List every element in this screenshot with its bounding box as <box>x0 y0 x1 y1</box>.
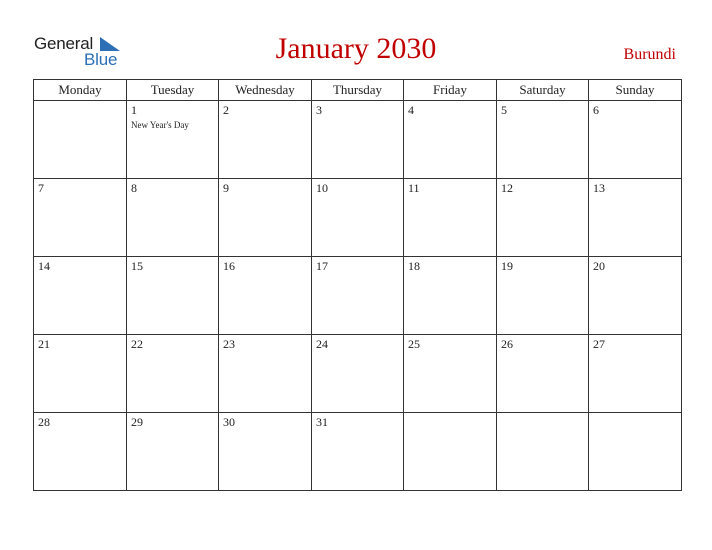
weekday-header: Wednesday <box>219 80 312 101</box>
day-cell <box>312 179 404 257</box>
day-number <box>34 101 126 104</box>
day-number <box>589 413 681 416</box>
day-cell <box>497 101 589 179</box>
weekday-header: Friday <box>404 80 497 101</box>
day-cell <box>34 179 127 257</box>
calendar-grid <box>33 79 682 491</box>
day-cell <box>219 335 312 413</box>
day-cell <box>497 257 589 335</box>
day-number: 31 <box>316 415 328 429</box>
week-row <box>34 257 682 335</box>
day-cell <box>589 179 682 257</box>
day-cell <box>219 257 312 335</box>
week-row <box>34 101 682 179</box>
week-row <box>34 179 682 257</box>
day-number: 7 <box>38 181 44 195</box>
day-number: 17 <box>316 259 328 273</box>
day-number <box>404 413 496 416</box>
day-number <box>497 413 588 416</box>
week-row <box>34 413 682 491</box>
day-number: 29 <box>131 415 143 429</box>
day-number: 5 <box>501 103 507 117</box>
day-number: 16 <box>223 259 235 273</box>
holiday-label: New Year's Day <box>131 120 189 130</box>
day-number: 28 <box>38 415 50 429</box>
day-number: 19 <box>501 259 513 273</box>
day-cell-empty <box>34 101 127 179</box>
day-number: 2 <box>223 103 229 117</box>
day-number: 12 <box>501 181 513 195</box>
day-number: 13 <box>593 181 605 195</box>
day-number: 3 <box>316 103 322 117</box>
day-cell <box>589 101 682 179</box>
day-number: 1 <box>131 103 137 117</box>
day-cell-empty <box>497 413 589 491</box>
day-cell <box>589 335 682 413</box>
logo-blue-text: Blue <box>84 50 118 69</box>
day-number: 18 <box>408 259 420 273</box>
day-number: 15 <box>131 259 143 273</box>
day-cell <box>312 257 404 335</box>
day-cell <box>219 101 312 179</box>
day-cell <box>404 179 497 257</box>
day-number: 24 <box>316 337 328 351</box>
day-number: 10 <box>316 181 328 195</box>
country-label: Burundi <box>623 46 676 63</box>
day-number: 27 <box>593 337 605 351</box>
day-number: 6 <box>593 103 599 117</box>
day-cell <box>404 101 497 179</box>
day-cell <box>497 335 589 413</box>
week-row <box>34 335 682 413</box>
day-cell <box>219 179 312 257</box>
day-cell <box>404 335 497 413</box>
day-number: 11 <box>408 181 420 195</box>
weekday-header: Tuesday <box>127 80 219 101</box>
day-number: 23 <box>223 337 235 351</box>
weekday-header: Sunday <box>589 80 682 101</box>
day-number: 4 <box>408 103 414 117</box>
day-cell <box>312 413 404 491</box>
day-number: 22 <box>131 337 143 351</box>
day-cell <box>127 335 219 413</box>
day-number: 20 <box>593 259 605 273</box>
day-cell <box>127 413 219 491</box>
logo-general-text: General <box>34 34 94 53</box>
day-number: 26 <box>501 337 513 351</box>
weekday-header: Thursday <box>312 80 404 101</box>
day-cell <box>589 257 682 335</box>
weekday-header: Saturday <box>497 80 589 101</box>
day-cell <box>34 257 127 335</box>
day-number: 8 <box>131 181 137 195</box>
day-number: 21 <box>38 337 50 351</box>
day-cell <box>34 335 127 413</box>
day-cell <box>127 101 219 179</box>
day-cell <box>34 413 127 491</box>
day-cell-empty <box>589 413 682 491</box>
day-cell <box>312 335 404 413</box>
weekday-header: Monday <box>34 80 127 101</box>
page-title: January 2030 <box>275 32 437 65</box>
day-number: 25 <box>408 337 420 351</box>
day-cell <box>127 179 219 257</box>
day-cell <box>219 413 312 491</box>
weekday-header-row <box>34 80 682 101</box>
day-number: 30 <box>223 415 235 429</box>
day-number: 14 <box>38 259 50 273</box>
day-number: 9 <box>223 181 229 195</box>
day-cell <box>497 179 589 257</box>
day-cell <box>312 101 404 179</box>
day-cell-empty <box>404 413 497 491</box>
day-cell <box>404 257 497 335</box>
day-cell <box>127 257 219 335</box>
